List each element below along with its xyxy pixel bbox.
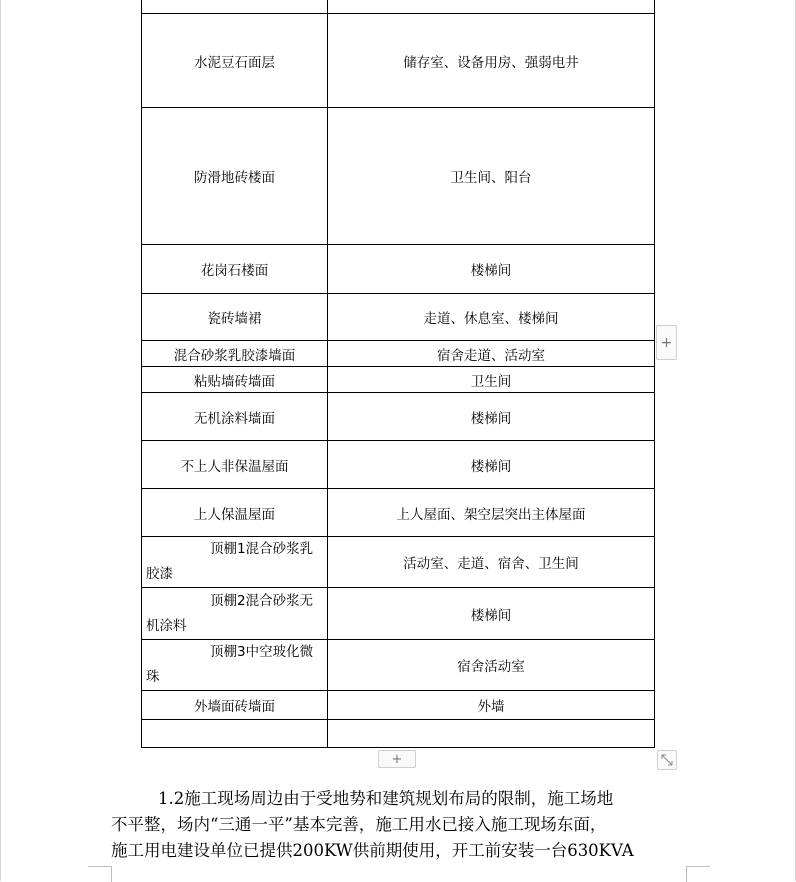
table-row <box>142 537 655 588</box>
body-paragraph <box>111 786 686 864</box>
table-row <box>142 588 655 640</box>
table-row <box>142 108 655 245</box>
table-cell[interactable]: 楼梯间 <box>328 245 655 294</box>
cell-text-line-2: 机涂料 <box>146 617 187 634</box>
table-cell[interactable]: 宿舍走道、活动室 <box>328 341 655 367</box>
table-row <box>142 245 655 294</box>
paragraph-line: 1.2施工现场周边由于受地势和建筑规划布局的限制，施工场地 <box>158 789 614 808</box>
table-cell[interactable] <box>328 0 655 14</box>
plus-icon: + <box>391 751 403 767</box>
cell-text-line-1: 顶棚1混合砂浆乳 <box>210 541 314 557</box>
add-column-button[interactable] <box>656 325 677 360</box>
table-cell[interactable]: 储存室、设备用房、强弱电井 <box>328 14 655 108</box>
table-cell[interactable] <box>142 588 328 640</box>
table-cell[interactable]: 粘贴墙砖墙面 <box>142 367 328 393</box>
table-cell[interactable]: 上人保温屋面 <box>142 489 328 537</box>
table-cell[interactable]: 外墙面砖墙面 <box>142 691 328 720</box>
table-row <box>142 14 655 108</box>
page-margin-mark-right <box>686 866 710 882</box>
table-cell[interactable]: 不上人非保温屋面 <box>142 441 328 489</box>
table-cell[interactable]: 楼梯间 <box>328 393 655 441</box>
table-row <box>142 0 655 14</box>
table-cell[interactable] <box>142 720 328 748</box>
cell-text-line-2: 珠 <box>146 669 160 685</box>
table-cell[interactable] <box>142 640 328 691</box>
paragraph-line: 施工用电建设单位已提供200KW供前期使用，开工前安装一台630KVA <box>111 841 634 860</box>
resize-diagonal-icon <box>658 751 676 769</box>
table-cell[interactable]: 活动室、走道、宿舍、卫生间 <box>328 537 655 588</box>
table-cell[interactable] <box>328 720 655 748</box>
table-cell[interactable]: 混合砂浆乳胶漆墙面 <box>142 341 328 367</box>
table-cell[interactable]: 卫生间、阳台 <box>328 108 655 245</box>
table-row <box>142 640 655 691</box>
table-cell[interactable]: 楼梯间 <box>328 441 655 489</box>
paragraph-line: 不平整，场内“三通一平”基本完善，施工用水已接入施工现场东面， <box>111 815 607 834</box>
table-cell[interactable]: 楼梯间 <box>328 588 655 640</box>
table-cell[interactable]: 宿舍活动室 <box>328 640 655 691</box>
table-cell[interactable]: 外墙 <box>328 691 655 720</box>
table-row <box>142 489 655 537</box>
table-cell[interactable]: 花岗石楼面 <box>142 245 328 294</box>
table-row <box>142 691 655 720</box>
table-row <box>142 393 655 441</box>
table-row <box>142 294 655 341</box>
table-resize-handle[interactable] <box>657 750 677 770</box>
table-cell[interactable]: 防滑地砖楼面 <box>142 108 328 245</box>
table-cell[interactable]: 瓷砖墙裙 <box>142 294 328 341</box>
table-row <box>142 720 655 748</box>
table-cell[interactable]: 水泥豆石面层 <box>142 14 328 108</box>
table-cell[interactable] <box>142 537 328 588</box>
page-margin-mark-left <box>88 866 112 882</box>
page-left-edge <box>0 0 1 881</box>
table-row <box>142 341 655 367</box>
table-row <box>142 367 655 393</box>
finish-schedule-table <box>141 0 655 748</box>
cell-text-line-1: 顶棚3中空玻化微 <box>210 644 314 660</box>
table-cell[interactable]: 无机涂料墙面 <box>142 393 328 441</box>
table-cell[interactable]: 走道、休息室、楼梯间 <box>328 294 655 341</box>
table-cell[interactable]: 上人屋面、架空层突出主体屋面 <box>328 489 655 537</box>
cell-text-line-1: 顶棚2混合砂浆无 <box>210 592 314 609</box>
table-cell[interactable]: 卫生间 <box>328 367 655 393</box>
add-row-button[interactable] <box>378 750 416 768</box>
table-row <box>142 441 655 489</box>
plus-icon: + <box>660 334 673 351</box>
cell-text-line-2: 胶漆 <box>146 566 173 582</box>
table-cell[interactable] <box>142 0 328 14</box>
